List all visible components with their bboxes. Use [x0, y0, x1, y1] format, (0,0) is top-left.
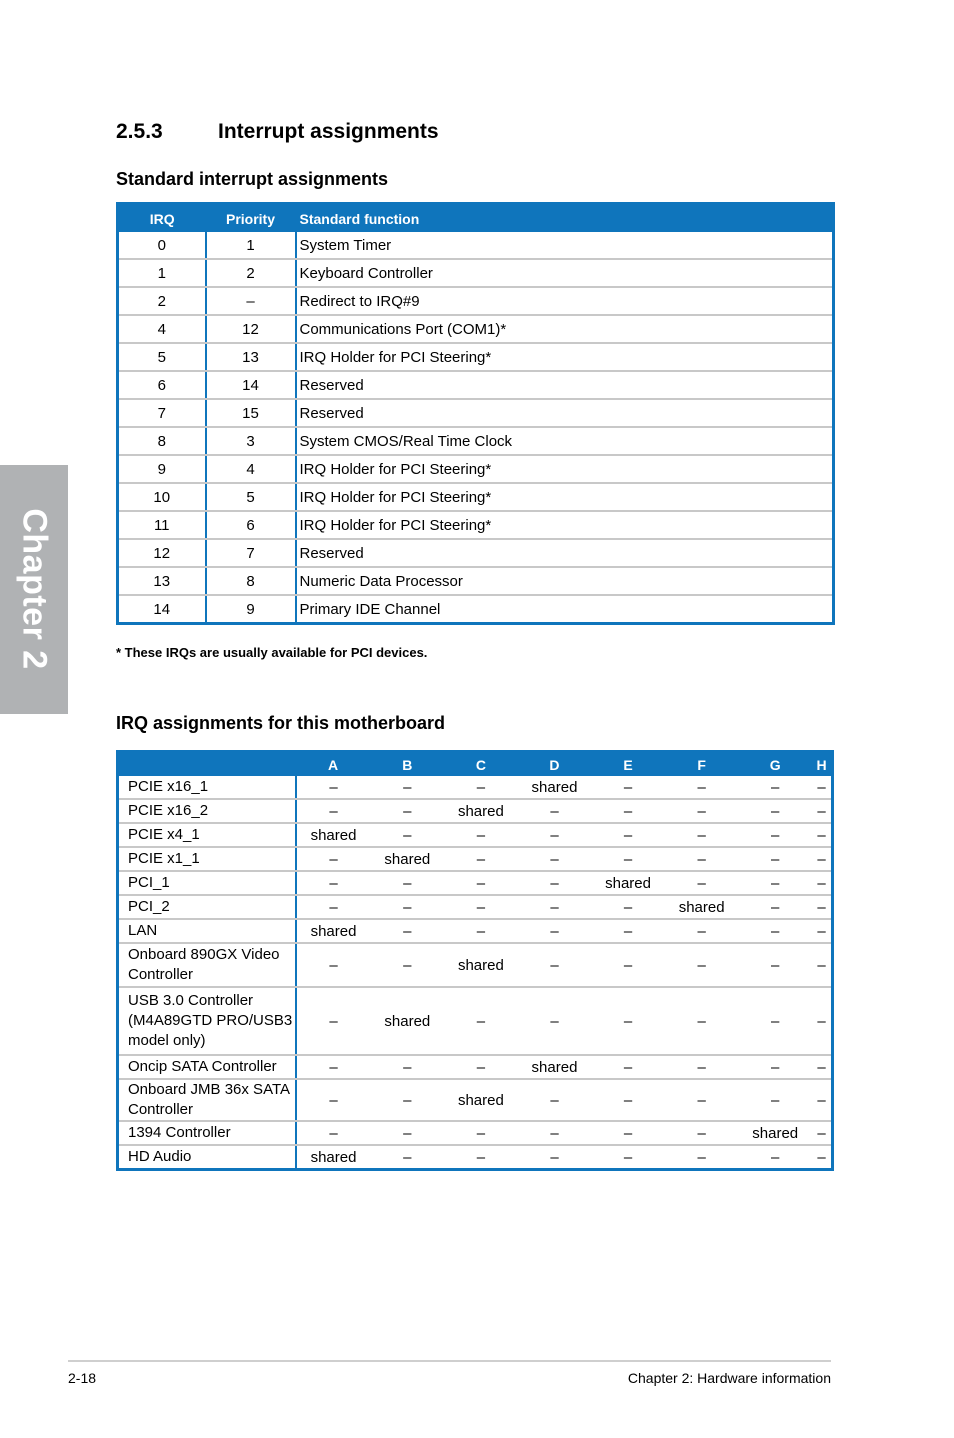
function-cell: System CMOS/Real Time Clock [296, 427, 834, 455]
table-row [118, 483, 834, 511]
irq-d-cell: – [518, 871, 592, 895]
col-header-a: A [296, 752, 371, 777]
irq-e-cell: – [591, 1079, 665, 1121]
irq-b-cell: – [371, 943, 445, 987]
irq-e-cell: – [591, 1055, 665, 1079]
irq-f-cell: – [665, 799, 739, 823]
col-header-d: D [518, 752, 592, 777]
device-cell: USB 3.0 Controller (M4A89GTD PRO/USB3 model only) [118, 987, 296, 1055]
col-header-b: B [371, 752, 445, 777]
irq-b-cell: – [371, 776, 445, 799]
function-cell: Reserved [296, 399, 834, 427]
irq-g-cell: – [738, 1079, 812, 1121]
irq-d-cell: – [518, 1079, 592, 1121]
irq-cell: 12 [118, 539, 206, 567]
irq-f-cell: – [697, 1148, 706, 1166]
irq-cell: 14 [153, 600, 171, 618]
col-header-device [118, 752, 296, 777]
irq-cell: 9 [118, 455, 206, 483]
irq-b-cell: – [371, 1079, 445, 1121]
device-cell: PCIE x16_2 [118, 799, 296, 823]
priority-cell: 3 [206, 427, 296, 455]
function-cell: Redirect to IRQ#9 [296, 287, 834, 315]
function-cell: IRQ Holder for PCI Steering* [296, 343, 834, 371]
irq-g-cell: – [738, 943, 812, 987]
irq-f-cell: – [665, 871, 739, 895]
irq-h-cell: – [812, 1121, 832, 1145]
irq-b-cell: – [371, 799, 445, 823]
table-row [118, 343, 834, 371]
irq-cell: 6 [118, 371, 206, 399]
col-header-h: H [812, 752, 832, 777]
irq-c-cell: – [444, 871, 518, 895]
device-cell: PCI_1 [118, 871, 296, 895]
irq-h-cell: – [812, 871, 832, 895]
chapter-tab-label: Chapter 2 [15, 508, 54, 670]
irq-a-cell: – [296, 1121, 371, 1145]
irq-cell: 10 [118, 483, 206, 511]
irq-d-cell: – [518, 847, 592, 871]
irq-e-cell: – [591, 823, 665, 847]
irq-a-cell: – [296, 895, 371, 919]
irq-f-cell: – [665, 1079, 739, 1121]
irq-d-cell: – [550, 1148, 559, 1166]
irq-h-cell: – [812, 987, 832, 1055]
irq-a-cell: – [296, 847, 371, 871]
irq-e-cell: – [591, 987, 665, 1055]
irq-f-cell: shared [665, 895, 739, 919]
device-cell: Oncip SATA Controller [118, 1055, 296, 1079]
function-cell: Keyboard Controller [296, 259, 834, 287]
irq-c-cell: – [444, 1055, 518, 1079]
irq-a-cell: – [296, 987, 371, 1055]
table-row [118, 1145, 833, 1170]
col-header-f: F [665, 752, 739, 777]
irq-c-cell: – [444, 776, 518, 799]
function-cell: System Timer [296, 232, 834, 259]
table-row [118, 399, 834, 427]
table-row [118, 799, 833, 823]
col-header-g: G [738, 752, 812, 777]
motherboard-heading: IRQ assignments for this motherboard [116, 713, 446, 733]
irq-e-cell: – [591, 1121, 665, 1145]
irq-c-cell: – [444, 987, 518, 1055]
irq-h-cell: – [812, 1079, 832, 1121]
footer-chapter-title: Chapter 2: Hardware information [627, 1370, 831, 1386]
priority-cell: 5 [206, 483, 296, 511]
irq-a-cell: shared [296, 919, 371, 943]
irq-h-cell: – [812, 895, 832, 919]
priority-cell: 8 [206, 567, 296, 595]
irq-e-cell: – [623, 1148, 633, 1166]
irq-cell: 4 [118, 315, 206, 343]
irq-e-cell: – [591, 895, 665, 919]
irq-e-cell: – [591, 943, 665, 987]
device-cell: HD Audio [118, 1145, 296, 1170]
table-row [118, 567, 834, 595]
irq-d-cell: – [518, 919, 592, 943]
irq-h-cell: – [812, 943, 832, 987]
function-cell: Primary IDE Channel [296, 595, 834, 624]
irq-a-cell: shared [310, 1148, 357, 1166]
function-cell: IRQ Holder for PCI Steering* [296, 455, 834, 483]
table-row [118, 315, 834, 343]
irq-h-cell: – [812, 919, 832, 943]
function-cell: IRQ Holder for PCI Steering* [296, 511, 834, 539]
irq-d-cell: – [518, 823, 592, 847]
irq-e-cell: shared [591, 871, 665, 895]
irq-g-cell: – [738, 847, 812, 871]
col-header-priority: Priority [206, 204, 296, 233]
irq-h-cell: – [812, 799, 832, 823]
section-number: 2.5.3 [116, 120, 163, 143]
irq-c-cell: – [444, 919, 518, 943]
irq-a-cell: – [296, 799, 371, 823]
table-row [118, 511, 834, 539]
irq-g-cell: shared [738, 1121, 812, 1145]
function-cell: Reserved [296, 371, 834, 399]
device-cell: Onboard 890GX Video Controller [118, 943, 296, 987]
irq-g-cell: – [738, 987, 812, 1055]
irq-b-cell: – [403, 1148, 412, 1166]
device-cell: PCIE x1_1 [118, 847, 296, 871]
irq-d-cell: – [518, 1121, 592, 1145]
irq-b-cell: – [371, 823, 445, 847]
irq-b-cell: – [371, 895, 445, 919]
irq-g-cell: – [738, 871, 812, 895]
irq-b-cell: – [371, 1055, 445, 1079]
irq-d-cell: shared [518, 776, 592, 799]
table-row [118, 847, 833, 871]
table-row [118, 919, 833, 943]
irq-d-cell: – [518, 895, 592, 919]
priority-cell: – [206, 287, 296, 315]
table-row [118, 776, 833, 799]
irq-d-cell: shared [518, 1055, 592, 1079]
priority-cell: 9 [206, 595, 296, 624]
col-header-irq: IRQ [118, 204, 206, 233]
irq-a-cell: – [296, 1079, 371, 1121]
motherboard-irq-table [116, 750, 834, 1171]
irq-b-cell: – [371, 1121, 445, 1145]
priority-cell: 1 [206, 232, 296, 259]
table-row [118, 823, 833, 847]
table-row [118, 1055, 833, 1079]
priority-cell: 12 [206, 315, 296, 343]
table-row [118, 987, 833, 1055]
col-header-e: E [591, 752, 665, 777]
irq-g-cell: – [738, 919, 812, 943]
irq-f-cell: – [665, 919, 739, 943]
function-cell: Communications Port (COM1)* [296, 315, 834, 343]
table-row [118, 943, 833, 987]
irq-g-cell: – [738, 776, 812, 799]
irq-e-cell: – [591, 919, 665, 943]
col-header-c: C [444, 752, 518, 777]
footer-divider [68, 1360, 831, 1362]
priority-cell: 14 [206, 371, 296, 399]
table-row [118, 1121, 833, 1145]
device-cell: PCIE x4_1 [118, 823, 296, 847]
priority-cell: 6 [206, 511, 296, 539]
irq-cell: 5 [118, 343, 206, 371]
irq-a-cell: shared [296, 823, 371, 847]
irq-a-cell: – [296, 871, 371, 895]
irq-h-cell: – [817, 1148, 826, 1166]
table-row [118, 539, 834, 567]
irq-c-cell: shared [444, 799, 518, 823]
device-cell: Onboard JMB 36x SATA Controller [118, 1079, 296, 1121]
function-cell: Numeric Data Processor [296, 567, 834, 595]
function-cell: IRQ Holder for PCI Steering* [296, 483, 834, 511]
irq-d-cell: – [518, 987, 592, 1055]
irq-f-cell: – [665, 987, 739, 1055]
irq-b-cell: – [371, 871, 445, 895]
irq-f-cell: – [665, 943, 739, 987]
device-cell: PCIE x16_1 [118, 776, 296, 799]
irq-c-cell: shared [444, 1079, 518, 1121]
irq-g-cell: – [771, 1148, 780, 1166]
irq-e-cell: – [591, 799, 665, 823]
irq-a-cell: – [296, 943, 371, 987]
irq-a-cell: – [296, 1055, 371, 1079]
irq-cell: 13 [118, 567, 206, 595]
irq-cell: 0 [118, 232, 206, 259]
irq-f-cell: – [665, 823, 739, 847]
irq-h-cell: – [812, 1055, 832, 1079]
table-header-row [118, 752, 833, 777]
irq-cell: 8 [118, 427, 206, 455]
standard-heading: Standard interrupt assignments [116, 169, 389, 189]
table-row [118, 895, 833, 919]
priority-cell: 7 [206, 539, 296, 567]
chapter-side-tab [0, 465, 68, 714]
irq-b-cell: shared [371, 987, 445, 1055]
priority-cell: 2 [206, 259, 296, 287]
priority-cell: 13 [206, 343, 296, 371]
table-row [118, 1079, 833, 1121]
irq-cell: 1 [118, 259, 206, 287]
table-row [118, 232, 834, 259]
section-title-text: Interrupt assignments [218, 120, 439, 143]
page-number: 2-18 [68, 1370, 97, 1386]
irq-d-cell: – [518, 943, 592, 987]
irq-e-cell: – [591, 847, 665, 871]
irq-e-cell: – [591, 776, 665, 799]
table-row [118, 427, 834, 455]
irq-h-cell: – [812, 823, 832, 847]
irq-a-cell: – [296, 776, 371, 799]
priority-cell: 15 [206, 399, 296, 427]
irq-f-cell: – [665, 1055, 739, 1079]
irq-c-cell: – [444, 1121, 518, 1145]
table-row [118, 371, 834, 399]
irq-cell: 7 [118, 399, 206, 427]
device-cell: LAN [118, 919, 296, 943]
irq-c-cell: – [444, 847, 518, 871]
irq-b-cell: – [371, 919, 445, 943]
irq-d-cell: – [518, 799, 592, 823]
irq-h-cell: – [812, 847, 832, 871]
irq-h-cell: – [812, 776, 832, 799]
table-row [118, 871, 833, 895]
function-cell: Reserved [296, 539, 834, 567]
irq-g-cell: – [738, 799, 812, 823]
table-row [118, 455, 834, 483]
table-row [118, 595, 834, 624]
table-row [118, 259, 834, 287]
irq-g-cell: – [738, 895, 812, 919]
irq-f-cell: – [665, 847, 739, 871]
device-cell: PCI_2 [118, 895, 296, 919]
irq-cell: 2 [118, 287, 206, 315]
footnote: * These IRQs are usually available for PCI devices. [116, 645, 428, 660]
irq-g-cell: – [738, 1055, 812, 1079]
irq-c-cell: – [476, 1148, 486, 1166]
irq-b-cell: shared [371, 847, 445, 871]
section-title [116, 120, 439, 144]
table-header-row [118, 204, 834, 233]
irq-cell: 11 [118, 511, 206, 539]
irq-g-cell: – [738, 823, 812, 847]
table-row [118, 287, 834, 315]
irq-f-cell: – [665, 776, 739, 799]
irq-c-cell: – [444, 895, 518, 919]
irq-c-cell: shared [444, 943, 518, 987]
device-cell: 1394 Controller [118, 1121, 296, 1145]
standard-irq-table [116, 202, 835, 625]
priority-cell: 4 [206, 455, 296, 483]
irq-f-cell: – [665, 1121, 739, 1145]
col-header-function: Standard function [296, 204, 834, 233]
irq-c-cell: – [444, 823, 518, 847]
